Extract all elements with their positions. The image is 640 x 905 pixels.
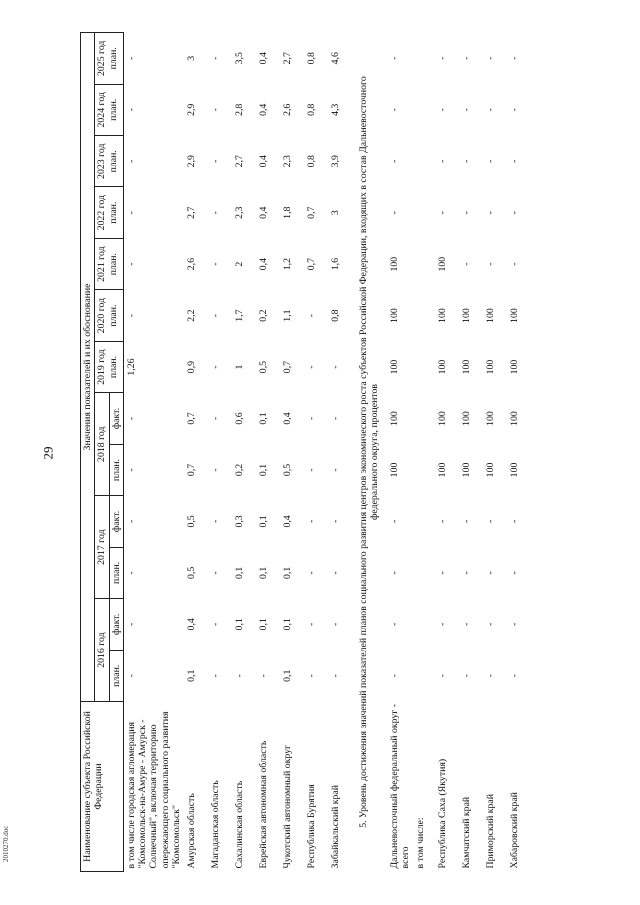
- value-cell: 0,2: [234, 463, 246, 477]
- value-cell: -: [437, 108, 449, 112]
- value-cell: 2,3: [234, 206, 246, 219]
- value-cell: 0,3: [234, 515, 246, 528]
- value-cell: -: [330, 365, 342, 369]
- value-cell: -: [461, 622, 473, 626]
- value-cell: -: [485, 108, 497, 112]
- value-cell: [413, 84, 435, 135]
- value-cell: [413, 341, 435, 392]
- value-cell: -: [330, 519, 342, 524]
- value-cell: [413, 547, 435, 598]
- value-cell: 100: [485, 462, 497, 478]
- region-name-cell: в том числе городская агломерация "Комсомольск-на-Амуре - Амурск - Солнечный", включая территорию опережающего социального развития "Комсомольск": [125, 711, 182, 869]
- section-header: [352, 33, 387, 872]
- header-year-2017: 2017 год: [95, 496, 109, 599]
- value-cell: 100: [388, 308, 400, 323]
- value-cell: 0,1: [282, 669, 294, 682]
- value-cell: -: [258, 674, 270, 678]
- header-fact: факт.: [109, 496, 123, 547]
- value-cell: -: [210, 365, 222, 369]
- value-cell: 0,7: [282, 360, 294, 374]
- value-cell: -: [509, 571, 521, 575]
- value-cell: 2,6: [282, 103, 294, 116]
- value-cell: -: [306, 313, 318, 318]
- value-cell: -: [210, 468, 222, 472]
- value-cell: -: [210, 622, 222, 626]
- value-cell: -: [461, 262, 473, 266]
- header-plan: план.: [109, 650, 123, 701]
- table-row: [304, 33, 328, 872]
- page-number: 29: [40, 446, 56, 460]
- value-cell: 100: [485, 411, 497, 426]
- region-name-cell: Дальневосточный федеральный округ - всего: [388, 703, 411, 869]
- value-cell: 0,8: [330, 309, 342, 322]
- value-cell: -: [437, 56, 449, 60]
- table-row: [232, 33, 256, 872]
- value-cell: 2,3: [282, 155, 294, 168]
- value-cell: 0,7: [186, 463, 198, 477]
- value-cell: 100: [509, 308, 521, 323]
- value-cell: 3: [330, 210, 342, 216]
- table-row: [483, 33, 507, 872]
- value-cell: -: [210, 108, 222, 112]
- value-cell: -: [388, 674, 400, 678]
- value-cell: -: [485, 674, 497, 678]
- value-cell: -: [388, 211, 400, 215]
- value-cell: 0,7: [306, 258, 318, 271]
- value-cell: 100: [388, 411, 400, 426]
- table-row: [280, 33, 304, 872]
- value-cell: -: [485, 211, 497, 215]
- value-cell: -: [125, 108, 137, 112]
- value-cell: -: [485, 159, 497, 163]
- value-cell: 100: [437, 308, 449, 323]
- value-cell: -: [330, 468, 342, 472]
- value-cell: 0,1: [282, 618, 294, 631]
- value-cell: [413, 496, 435, 547]
- value-cell: -: [485, 571, 497, 575]
- value-cell: [413, 650, 435, 701]
- value-cell: -: [485, 622, 497, 626]
- value-cell: 0,4: [258, 155, 270, 168]
- value-cell: -: [509, 674, 521, 678]
- value-cell: -: [210, 262, 222, 266]
- table-row: [208, 33, 232, 872]
- value-cell: 4,3: [330, 103, 342, 116]
- table-row: [507, 33, 531, 872]
- value-cell: 4,6: [330, 52, 342, 65]
- header-fact: факт.: [109, 393, 123, 444]
- value-cell: -: [388, 519, 400, 524]
- table-row: [459, 33, 483, 872]
- rotated-table-page: [80, 32, 640, 872]
- value-cell: -: [437, 571, 449, 575]
- value-cell: 0,4: [258, 52, 270, 65]
- value-cell: 100: [509, 411, 521, 426]
- value-cell: 0,1: [234, 566, 246, 579]
- header-year-2018: 2018 год: [95, 393, 109, 496]
- value-cell: 0,1: [258, 463, 270, 477]
- value-cell: -: [461, 159, 473, 163]
- value-cell: -: [509, 159, 521, 163]
- value-cell: -: [125, 56, 137, 60]
- indicator-table: [80, 32, 531, 872]
- header-year-2016: 2016 год: [95, 599, 109, 702]
- header-values: Значения показателей и их обоснование: [81, 33, 95, 702]
- region-name-cell: Хабаровский край: [509, 792, 521, 869]
- region-name-cell: Сахалинская область: [234, 780, 246, 869]
- table-row: [435, 33, 459, 872]
- value-cell: 0,8: [306, 52, 318, 65]
- value-cell: [413, 290, 435, 341]
- value-cell: 100: [437, 256, 449, 272]
- header-plan: план.: [109, 547, 123, 598]
- value-cell: 100: [437, 462, 449, 478]
- region-name-cell: Чукотский автономный округ: [282, 744, 294, 869]
- value-cell: [413, 187, 435, 238]
- value-cell: 0,4: [258, 258, 270, 271]
- value-cell: -: [509, 622, 521, 626]
- value-cell: -: [125, 622, 137, 626]
- value-cell: 0,1: [186, 669, 198, 682]
- value-cell: -: [125, 159, 137, 163]
- value-cell: -: [306, 468, 318, 472]
- value-cell: 0,8: [306, 103, 318, 116]
- region-name-cell: Еврейская автономная область: [258, 740, 270, 869]
- value-cell: 100: [461, 308, 473, 323]
- value-cell: -: [306, 622, 318, 626]
- value-cell: 100: [509, 462, 521, 478]
- value-cell: [413, 599, 435, 650]
- value-cell: [413, 444, 435, 495]
- value-cell: -: [306, 365, 318, 369]
- value-cell: -: [388, 622, 400, 626]
- value-cell: 100: [485, 359, 497, 375]
- value-cell: 0,5: [186, 566, 198, 579]
- value-cell: 2,8: [234, 103, 246, 116]
- header-fact: факт.: [109, 599, 123, 650]
- value-cell: -: [210, 674, 222, 678]
- value-cell: -: [388, 108, 400, 112]
- value-cell: 100: [461, 462, 473, 478]
- value-cell: 0,1: [258, 515, 270, 528]
- value-cell: 100: [437, 411, 449, 426]
- value-cell: -: [461, 674, 473, 678]
- value-cell: 2,2: [186, 309, 198, 322]
- value-cell: 2,9: [186, 103, 198, 116]
- value-cell: 2,7: [234, 155, 246, 168]
- value-cell: -: [461, 211, 473, 215]
- table-row: [413, 33, 435, 872]
- value-cell: -: [306, 519, 318, 524]
- value-cell: -: [125, 519, 137, 524]
- region-name-cell: Магаданская область: [210, 780, 222, 869]
- value-cell: 2,9: [186, 155, 198, 168]
- value-cell: 3: [186, 55, 198, 61]
- value-cell: 0,4: [282, 412, 294, 425]
- value-cell: 0,1: [282, 566, 294, 579]
- value-cell: 1,8: [282, 206, 294, 219]
- value-cell: -: [509, 56, 521, 60]
- value-cell: -: [210, 211, 222, 215]
- table-body-growth: [123, 33, 352, 872]
- value-cell: -: [210, 416, 222, 421]
- value-cell: -: [125, 211, 137, 215]
- header-plan: план.: [109, 444, 123, 495]
- value-cell: 2: [234, 261, 246, 267]
- value-cell: 0,1: [258, 566, 270, 579]
- value-cell: 0,8: [306, 155, 318, 168]
- value-cell: [413, 33, 435, 85]
- value-cell: -: [125, 313, 137, 318]
- value-cell: -: [437, 519, 449, 524]
- value-cell: 0,9: [186, 360, 198, 374]
- value-cell: 0,5: [282, 463, 294, 477]
- value-cell: -: [330, 674, 342, 678]
- value-cell: 0,5: [258, 360, 270, 374]
- region-name-cell: Камчатский край: [461, 796, 473, 869]
- value-cell: 0,1: [258, 412, 270, 425]
- value-cell: 0,4: [186, 618, 198, 631]
- region-name-cell: Республика Саха (Якутия): [437, 758, 449, 869]
- value-cell: [413, 238, 435, 289]
- table-row: [123, 33, 184, 872]
- value-cell: -: [125, 674, 137, 678]
- value-cell: -: [437, 159, 449, 163]
- value-cell: 2,6: [186, 258, 198, 271]
- value-cell: 0,7: [306, 206, 318, 219]
- value-cell: -: [437, 622, 449, 626]
- region-name-cell: Амурская область: [186, 793, 198, 869]
- table-body-achievement: [387, 33, 532, 872]
- value-cell: 0,1: [258, 618, 270, 631]
- value-cell: 1,7: [234, 309, 246, 322]
- value-cell: [413, 393, 435, 444]
- value-cell: 0,4: [282, 515, 294, 528]
- value-cell: -: [461, 56, 473, 60]
- value-cell: 100: [388, 256, 400, 272]
- value-cell: 3,9: [330, 155, 342, 168]
- value-cell: -: [388, 571, 400, 575]
- region-name-cell: Забайкальский край: [330, 784, 342, 869]
- header-region-name: Наименование субъекта Российской Федерации: [81, 702, 124, 872]
- value-cell: -: [509, 262, 521, 266]
- value-cell: -: [306, 416, 318, 421]
- value-cell: 0,1: [234, 618, 246, 631]
- value-cell: -: [234, 674, 246, 678]
- header-year-col: 2022 год план.: [95, 187, 124, 238]
- header-year-col: 2024 год план.: [95, 84, 124, 135]
- value-cell: 100: [437, 359, 449, 375]
- table-row: [328, 33, 352, 872]
- value-cell: 2,7: [186, 206, 198, 219]
- value-cell: [413, 136, 435, 187]
- value-cell: 0,4: [258, 206, 270, 219]
- value-cell: -: [210, 56, 222, 60]
- value-cell: -: [388, 159, 400, 163]
- table-row: [256, 33, 280, 872]
- value-cell: -: [485, 519, 497, 524]
- value-cell: -: [210, 571, 222, 575]
- value-cell: 1,1: [282, 309, 294, 322]
- value-cell: 1,26: [125, 358, 137, 376]
- value-cell: -: [437, 674, 449, 678]
- header-year-col: 2019 год план.: [95, 341, 124, 392]
- value-cell: -: [461, 571, 473, 575]
- value-cell: 100: [485, 308, 497, 323]
- value-cell: 0,6: [234, 412, 246, 425]
- value-cell: -: [125, 468, 137, 472]
- value-cell: -: [125, 571, 137, 575]
- table-row: [184, 33, 208, 872]
- value-cell: -: [306, 674, 318, 678]
- section-title: 5. Уровень достижения значений показателей планов социального развития центров экономического роста субъектов Российской Федерации, входящих в состав Дальневосточного федерального округа, процентов: [358, 76, 381, 828]
- value-cell: 0,2: [258, 309, 270, 322]
- header-year-col: 2020 год план.: [95, 290, 124, 341]
- value-cell: -: [210, 313, 222, 318]
- value-cell: -: [210, 519, 222, 524]
- header-year-col: 2023 год план.: [95, 136, 124, 187]
- value-cell: -: [306, 571, 318, 575]
- value-cell: -: [509, 211, 521, 215]
- value-cell: 2,7: [282, 52, 294, 65]
- value-cell: -: [210, 159, 222, 163]
- value-cell: -: [461, 108, 473, 112]
- value-cell: 100: [509, 359, 521, 375]
- value-cell: -: [485, 262, 497, 266]
- value-cell: 100: [388, 359, 400, 375]
- value-cell: -: [509, 108, 521, 112]
- value-cell: -: [125, 416, 137, 421]
- value-cell: 0,7: [186, 412, 198, 425]
- value-cell: -: [461, 519, 473, 524]
- value-cell: -: [330, 571, 342, 575]
- value-cell: -: [437, 211, 449, 215]
- value-cell: 0,5: [186, 515, 198, 528]
- value-cell: 0,4: [258, 103, 270, 116]
- value-cell: 100: [461, 359, 473, 375]
- region-name-cell: Приморский край: [485, 793, 497, 869]
- file-footer: 2010270.doc: [2, 825, 10, 862]
- value-cell: -: [330, 622, 342, 626]
- value-cell: 100: [388, 462, 400, 478]
- value-cell: 1,2: [282, 258, 294, 271]
- header-year-col: 2021 год план.: [95, 238, 124, 289]
- value-cell: -: [125, 262, 137, 266]
- header-year-col: 2025 год план.: [95, 33, 124, 85]
- table-row: [387, 33, 414, 872]
- value-cell: -: [485, 56, 497, 60]
- value-cell: -: [388, 56, 400, 60]
- region-name-cell: Республика Бурятия: [306, 784, 318, 869]
- value-cell: 100: [461, 411, 473, 426]
- value-cell: -: [330, 416, 342, 421]
- region-name-cell: в том числе:: [415, 817, 427, 869]
- value-cell: 1: [234, 364, 246, 370]
- value-cell: -: [509, 519, 521, 524]
- value-cell: 1,6: [330, 258, 342, 271]
- value-cell: 3,5: [234, 52, 246, 65]
